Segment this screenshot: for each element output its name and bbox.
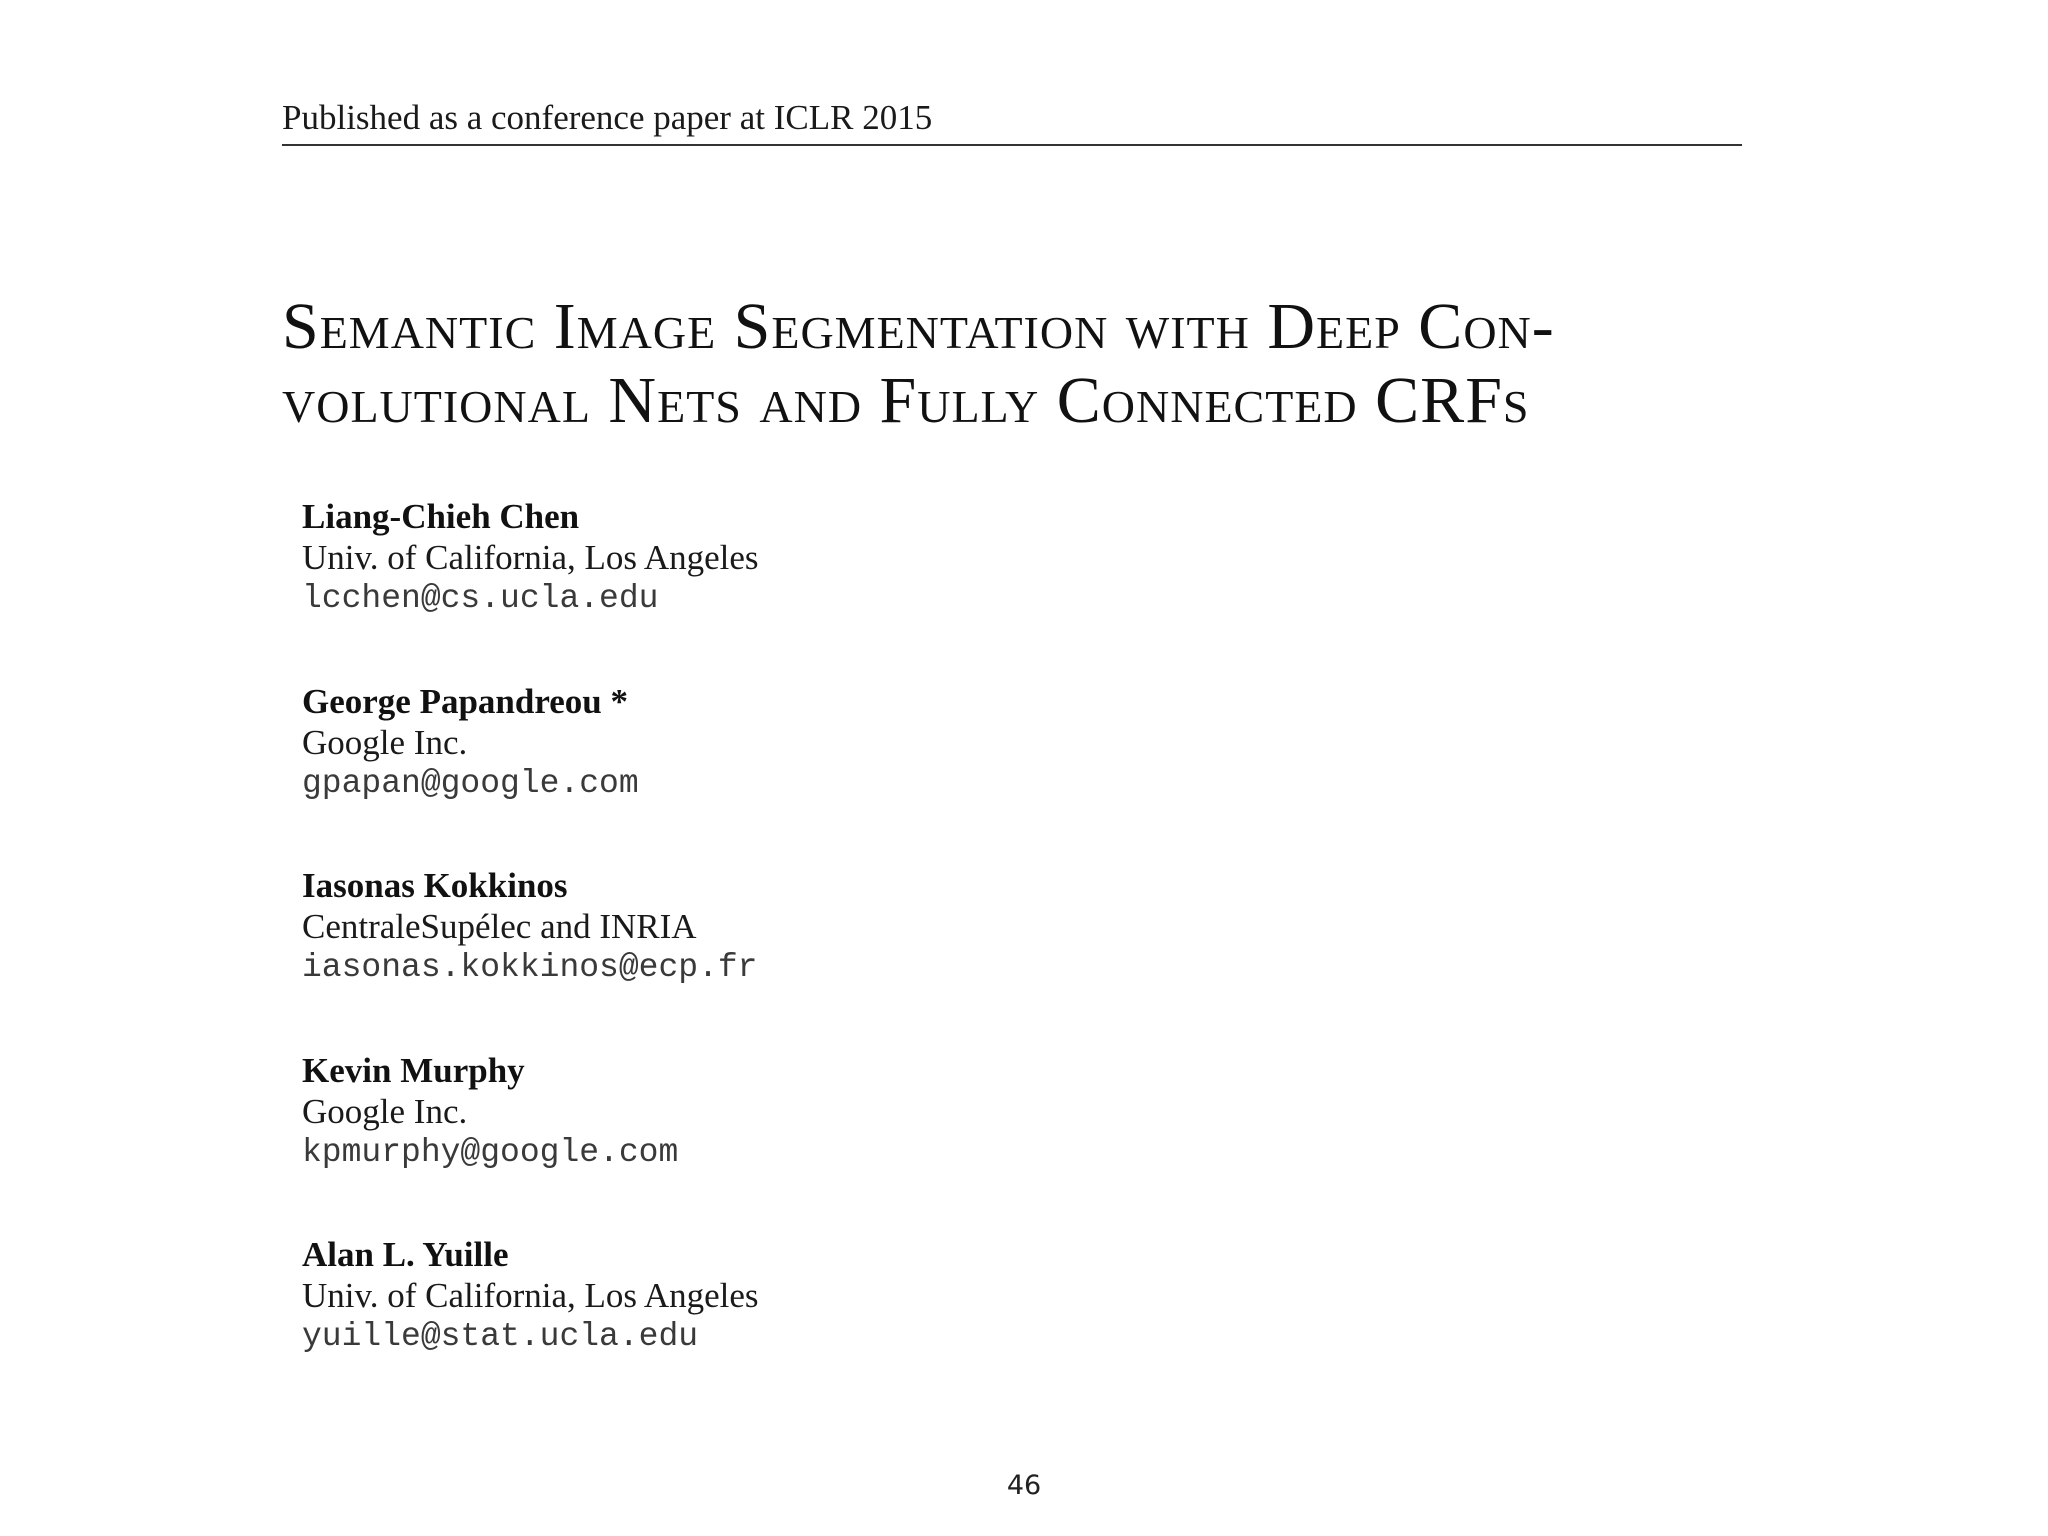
author-email: iasonas.kokkinos@ecp.fr <box>302 949 758 986</box>
author-block <box>302 496 1302 681</box>
author-list <box>302 496 1302 1419</box>
author-affiliation: Google Inc. <box>302 1091 468 1131</box>
title-line-1: Semantic Image Segmentation with Deep Con- <box>282 290 1555 363</box>
paper-title <box>282 290 1762 438</box>
author-block <box>302 681 1302 866</box>
author-block <box>302 1234 1302 1419</box>
title-line-2: volutional Nets and Fully Connected CRFs <box>282 364 1530 437</box>
author-email: gpapan@google.com <box>302 764 639 802</box>
author-block <box>302 1050 1302 1235</box>
author-affiliation: Univ. of California, Los Angeles <box>302 1276 759 1315</box>
author-email: lcchen@cs.ucla.edu <box>302 580 659 617</box>
author-affiliation: CentraleSupélec and INRIA <box>302 907 697 946</box>
author-name: George Papandreou * <box>302 681 629 721</box>
author-email: kpmurphy@google.com <box>302 1133 679 1171</box>
author-block <box>302 865 1302 1050</box>
paper-header <box>282 98 1742 146</box>
author-email: yuille@stat.ucla.edu <box>302 1318 699 1355</box>
author-affiliation: Google Inc. <box>302 722 468 762</box>
author-name: Kevin Murphy <box>302 1050 525 1090</box>
author-name: Iasonas Kokkinos <box>302 866 568 905</box>
author-name: Alan L. Yuille <box>302 1235 509 1274</box>
author-affiliation: Univ. of California, Los Angeles <box>302 538 759 577</box>
page-number: 46 <box>1006 1470 1042 1501</box>
author-name: Liang-Chieh Chen <box>302 497 580 536</box>
venue-line: Published as a conference paper at ICLR 2015 <box>282 98 933 137</box>
